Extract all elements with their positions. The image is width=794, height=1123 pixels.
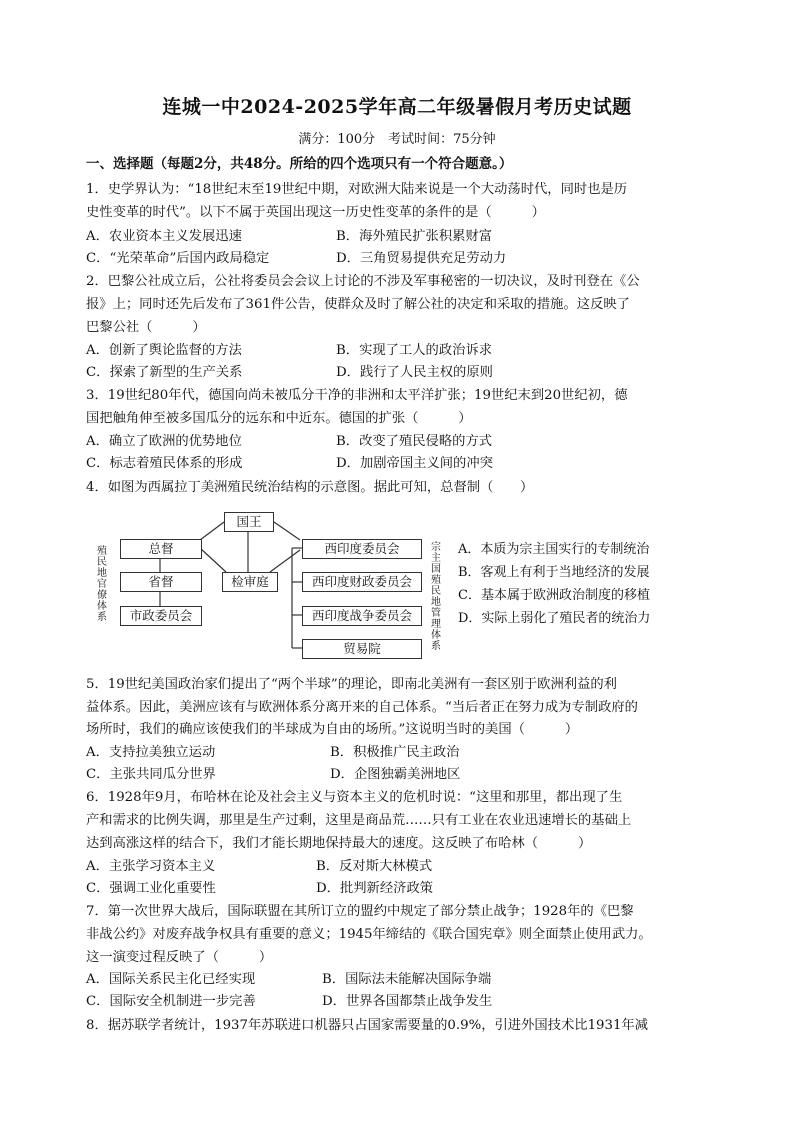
q1-stem-line-2: 史性变革的时代”。以下不属于英国出现这一历史性变革的条件的是（ ） xyxy=(86,205,545,220)
diagram-box-king: 国王 xyxy=(224,512,274,532)
q7-option-d: D．世界各国都禁止战争发生 xyxy=(322,994,493,1009)
q2-stem-line-2: 报》上；同时还先后发布了361件公告，使群众及时了解公社的决定和采取的措施。这反映了 xyxy=(86,297,630,312)
q4-stem-line-1: 4．如图为西属拉丁美洲殖民统治结构的示意图。据此可知，总督制（ ） xyxy=(86,480,534,495)
q5-option-d: D．企图独霸美洲地区 xyxy=(330,767,461,782)
q5-stem-line-1: 5．19世纪美国政治家们提出了“两个半球”的理论，即南北美洲有一套区别于欧洲利益的利 xyxy=(86,677,617,692)
q5-stem-line-2: 益体系。因此，美洲应该有与欧洲体系分离开来的自己体系。“当后者正在努力成为专制政府的 xyxy=(86,700,638,715)
q5-stem-line-3: 场所时，我们的确应该使我们的半球成为自由的场所。”这说明当时的美国（ ） xyxy=(86,722,579,737)
diagram-box-audiencia: 检审庭 xyxy=(222,572,278,592)
diagram-box-casa-de-contratacion: 贸易院 xyxy=(302,639,422,659)
q2-option-b: B．实现了工人的政治诉求 xyxy=(336,343,493,358)
q2-option-c: C．探索了新型的生产关系 xyxy=(86,365,243,380)
q7-option-b: B．国际法未能解决国际争端 xyxy=(322,972,492,987)
diagram-box-governor: 省督 xyxy=(120,572,202,592)
diagram-box-war-council: 西印度战争委员会 xyxy=(302,606,422,626)
q7-stem-line-1: 7．第一次世界大战后，国际联盟在其所订立的盟约中规定了部分禁止战争；1928年的《巴黎 xyxy=(86,904,634,919)
q2-stem-line-1: 2．巴黎公社成立后，公社将委员会会议上讨论的不涉及军事秘密的一切决议，及时刊登在《公 xyxy=(86,274,640,289)
diagram-box-finance-council: 西印度财政委员会 xyxy=(302,572,422,592)
q3-option-d: D．加剧帝国主义间的冲突 xyxy=(336,456,493,471)
q5-option-a: A．支持拉美独立运动 xyxy=(86,745,216,760)
q2-option-d: D．践行了人民主权的原则 xyxy=(336,365,493,380)
q1-option-c: C．“光荣革命”后国内政局稳定 xyxy=(86,251,270,266)
q4-option-a: A．本质为宗主国实行的专制统治 xyxy=(458,542,650,557)
diagram-box-council-of-indies: 西印度委员会 xyxy=(302,539,422,559)
q3-option-c: C．标志着殖民体系的形成 xyxy=(86,456,243,471)
diagram-box-viceroy: 总督 xyxy=(120,539,202,559)
q6-stem-line-2: 产和需求的比例失调，那里是生产过剩，这里是商品荒……只有工业在农业迅速增长的基础上 xyxy=(86,813,632,828)
q4-option-d: D．实际上弱化了殖民者的统治力 xyxy=(458,611,651,626)
q7-option-c: C．国际安全机制进一步完善 xyxy=(86,994,256,1009)
exam-title: 连城一中2024-2025学年高二年级暑假月考历史试题 xyxy=(162,96,632,118)
q1-stem-line-1: 1．史学界认为：“18世纪末至19世纪中期，对欧洲大陆来说是一个大动荡时代，同时也是历 xyxy=(86,182,628,197)
q2-stem-line-3: 巴黎公社（ ） xyxy=(86,320,206,335)
q3-stem-line-2: 国把触角伸至被多国瓜分的远东和中近东。德国的扩张（ ） xyxy=(86,411,472,426)
q6-option-b: B．反对斯大林模式 xyxy=(316,859,433,874)
q6-stem-line-3: 达到高涨这样的结合下，我们才能长期地保持最大的速度。这反映了布哈林（ ） xyxy=(86,836,592,851)
q6-option-a: A．主张学习资本主义 xyxy=(86,859,216,874)
q2-option-a: A．创新了舆论监督的方法 xyxy=(86,343,242,358)
exam-subtitle: 满分：100分 考试时间：75分钟 xyxy=(298,132,496,147)
q4-option-c: C．基本属于欧洲政治制度的移植 xyxy=(458,588,650,603)
q5-option-c: C．主张共同瓜分世界 xyxy=(86,767,216,782)
q1-option-a: A．农业资本主义发展迅速 xyxy=(86,229,242,244)
q4-option-b: B．客观上有利于当地经济的发展 xyxy=(458,565,650,580)
q8-stem-line-1: 8．据苏联学者统计，1937年苏联进口机器只占国家需要量的0.9%，引进外国技术比1931年减 xyxy=(86,1018,649,1033)
diagram-label-metropole-management: 宗主国殖民地管理体系 xyxy=(431,542,441,652)
q7-option-a: A．国际关系民主化已经实现 xyxy=(86,972,256,987)
q6-stem-line-1: 6．1928年9月，布哈林在论及社会主义与资本主义的危机时说：“这里和那里，都出现了生 xyxy=(86,790,623,805)
q5-option-b: B．积极推广民主政治 xyxy=(330,745,460,760)
q3-option-b: B．改变了殖民侵略的方式 xyxy=(336,434,493,449)
q1-option-d: D．三角贸易提供充足劳动力 xyxy=(336,251,507,266)
q3-option-a: A．确立了欧洲的优势地位 xyxy=(86,434,242,449)
q1-option-b: B．海外殖民扩张积累财富 xyxy=(336,229,493,244)
q7-stem-line-2: 非战公约》对废弃战争权具有重要的意义；1945年缔结的《联合国宪章》则全面禁止使用武力。 xyxy=(86,927,652,942)
q3-stem-line-1: 3．19世纪80年代，德国向尚未被瓜分干净的非洲和太平洋扩张；19世纪末到20世纪初，德 xyxy=(86,388,628,403)
diagram-label-colonial-bureaucracy: 殖民地官僚体系 xyxy=(97,546,107,623)
q7-stem-line-3: 这一演变过程反映了（ ） xyxy=(86,950,273,965)
section-heading: 一、选择题（每题2分，共48分。所给的四个选项只有一个符合题意。） xyxy=(86,156,513,172)
q6-option-d: D．批判新经济政策 xyxy=(316,881,434,896)
diagram-box-municipal-council: 市政委员会 xyxy=(120,606,202,626)
q6-option-c: C．强调工业化重要性 xyxy=(86,881,216,896)
